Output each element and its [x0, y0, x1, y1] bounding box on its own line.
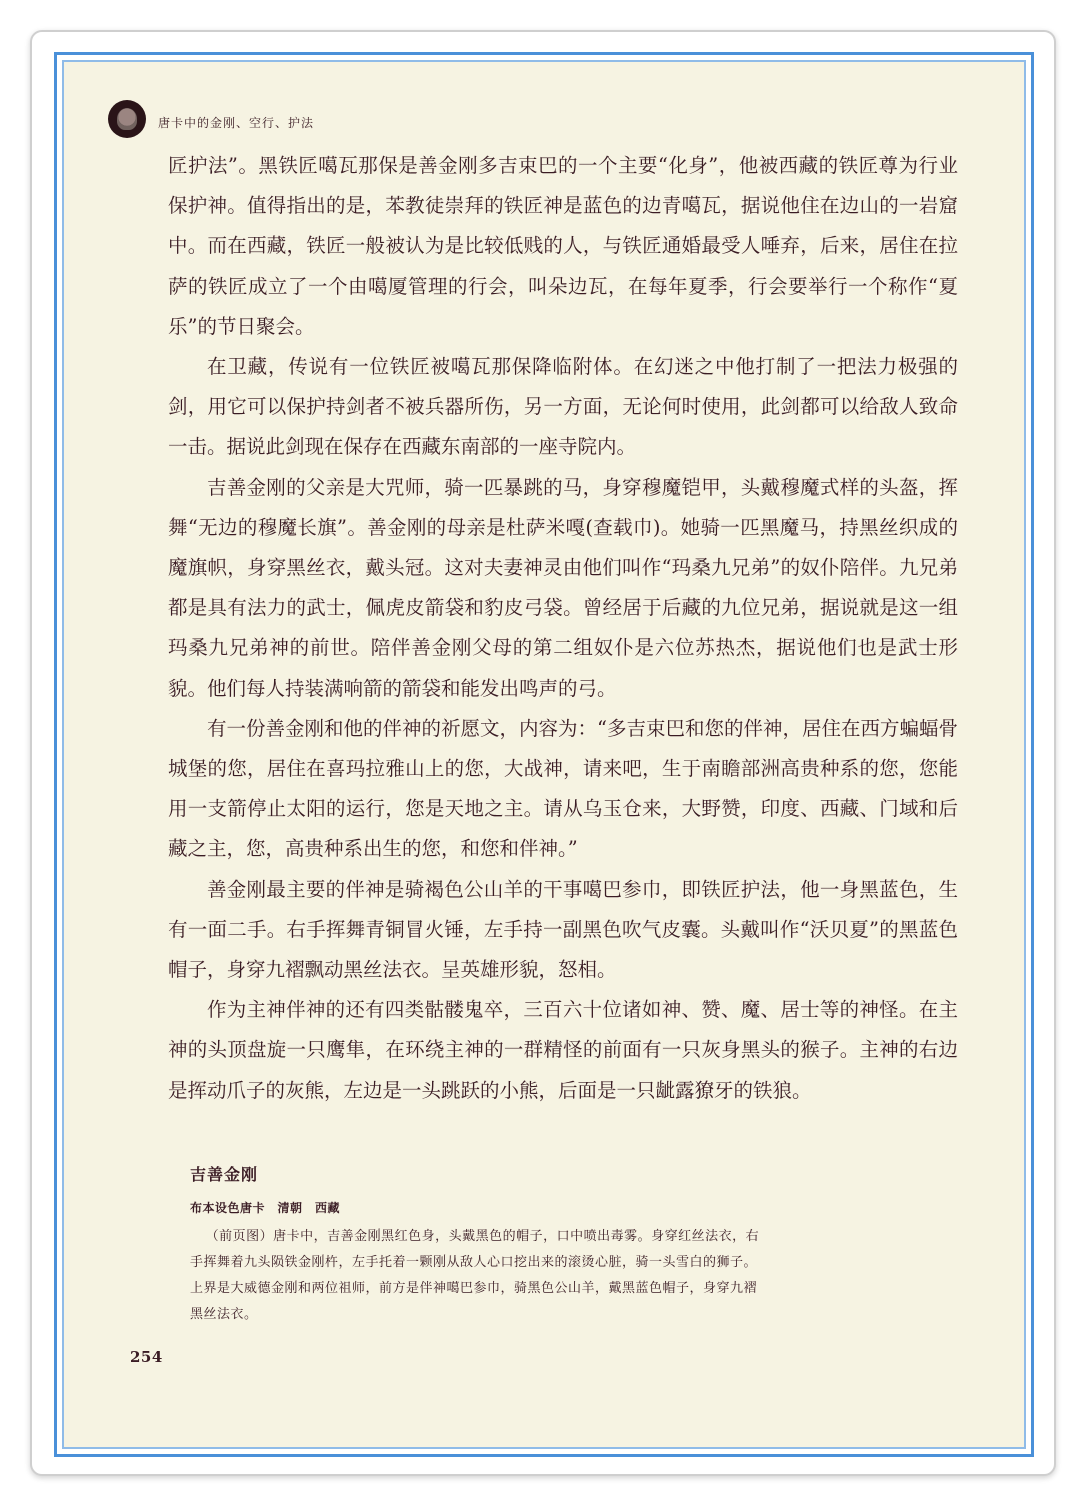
paragraph: 有一份善金刚和他的伴神的祈愿文，内容为：“多吉束巴和您的伴神，居住在西方蝙蝠骨城堡的您，居住在喜玛拉雅山上的您，大战神，请来吧，生于南瞻部洲高贵种系的您，您能用一支箭停止太阳的运行，您是天地之主。请从乌玉仓来，大野赞，印度、西藏、门域和后藏之主，您，高贵种系出生的您，和您和伴神。” — [168, 716, 958, 861]
paragraph: 吉善金刚的父亲是大咒师，骑一匹暴跳的马，身穿穆魔铠甲，头戴穆魔式样的头盔，挥舞“无边的穆魔长旗”。善金刚的母亲是杜萨米嘎(查载巾)。她骑一匹黑魔马，持黑丝织成的魔旗帜，身穿黑丝衣，戴头冠。这对夫妻神灵由他们叫作“玛桑九兄弟”的奴仆陪伴。九兄弟都是具有法力的武士，佩虎皮箭袋和豹皮弓袋。曾经居于后藏的九位兄弟，据说就是这一组玛桑九兄弟神的前世。陪伴善金刚父母的第二组奴仆是六位苏热杰，据说他们也是武士形貌。他们每人持装满响箭的箭袋和能发出鸣声的弓。 — [168, 475, 958, 700]
emblem-icon — [108, 100, 146, 138]
paragraph: 匠护法”。黑铁匠噶瓦那保是善金刚多吉束巴的一个主要“化身”，他被西藏的铁匠尊为行业保护神。值得指出的是，苯教徒崇拜的铁匠神是蓝色的边青噶瓦，据说他住在边山的一岩窟中。而在西藏，铁匠一般被认为是比较低贱的人，与铁匠通婚最受人唾弃，后来，居住在拉萨的铁匠成立了一个由噶厦管理的行会，叫朵边瓦，在每年夏季，行会要举行一个称作“夏乐”的节日聚会。 — [168, 154, 958, 338]
paragraph: 作为主神伴神的还有四类骷髅鬼卒，三百六十位诸如神、赞、魔、居士等的神怪。在主神的头顶盘旋一只鹰隼，在环绕主神的一群精怪的前面有一只灰身黑头的猴子。主神的右边是挥动爪子的灰熊，左边是一头跳跃的小熊，后面是一只龇露獠牙的铁狼。 — [168, 998, 958, 1102]
book-page — [62, 60, 1026, 1449]
caption-text: （前页图）唐卡中，吉善金刚黑红色身，头戴黑色的帽子，口中喷出毒雾。身穿红丝法衣，右手挥舞着九头陨铁金刚杵，左手托着一颗刚从敌人心口挖出来的滚烫心脏，骑一头雪白的狮子。上界是大威德金刚和两位祖师，前方是伴神噶巴参巾，骑黑色公山羊，戴黑蓝色帽子，身穿九褶黑丝法衣。 — [190, 1229, 760, 1322]
figure-caption — [190, 1162, 770, 1328]
main-text — [168, 146, 958, 1111]
running-header: 唐卡中的金刚、空行、护法 — [158, 116, 315, 130]
paragraph: 善金刚最主要的伴神是骑褐色公山羊的干事噶巴参巾，即铁匠护法，他一身黑蓝色，生有一面二手。右手挥舞青铜冒火锤，左手持一副黑色吹气皮囊。头戴叫作“沃贝夏”的黑蓝色帽子，身穿九褶飘动黑丝法衣。呈英雄形貌，怒相。 — [168, 877, 958, 982]
caption-title: 吉善金刚 — [190, 1165, 259, 1184]
caption-subtitle: 布本设色唐卡 清朝 西藏 — [190, 1201, 341, 1215]
page-number: 254 — [130, 1348, 163, 1366]
paragraph: 在卫藏，传说有一位铁匠被噶瓦那保降临附体。在幻迷之中他打制了一把法力极强的剑，用它可以保护持剑者不被兵器所伤，另一方面，无论何时使用，此剑都可以给敌人致命一击。据说此剑现在保存在西藏东南部的一座寺院内。 — [168, 355, 958, 459]
